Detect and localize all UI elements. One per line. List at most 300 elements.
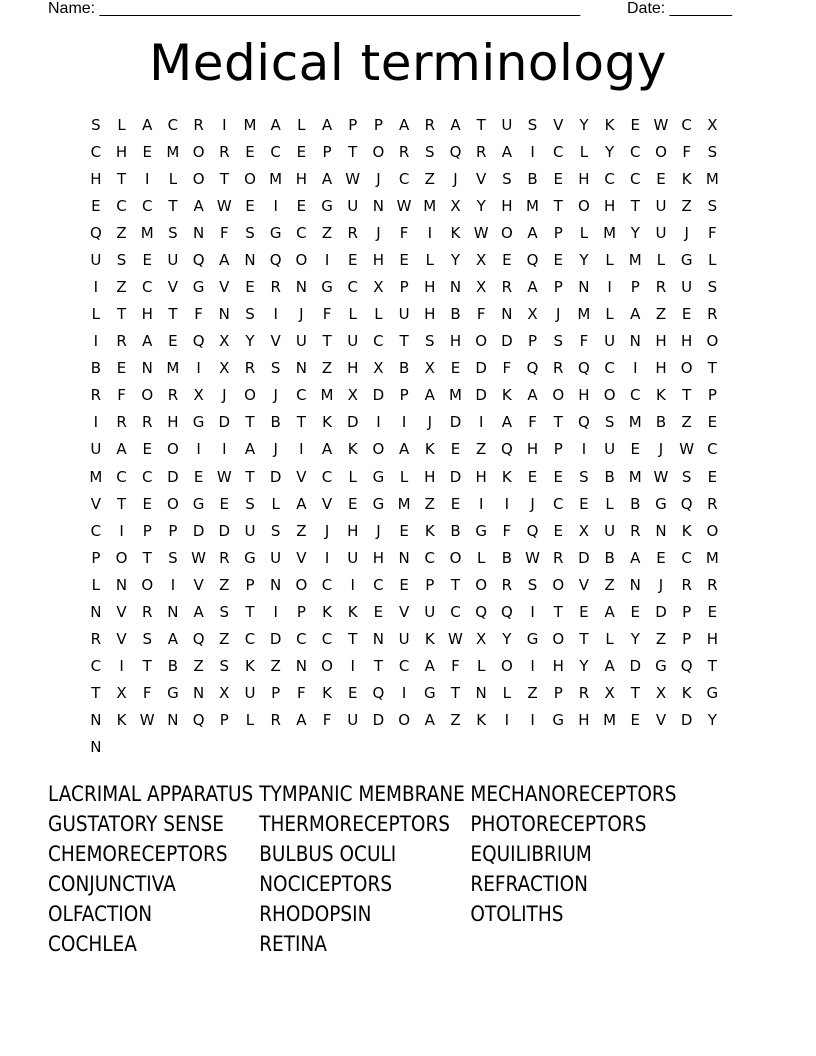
grid-letter: E <box>553 250 563 269</box>
grid-letter: K <box>347 602 358 621</box>
grid-letter: A <box>167 630 179 649</box>
grid-letter: M <box>423 196 437 215</box>
grid-letter: O <box>475 332 488 351</box>
grid-letter: H <box>347 359 359 378</box>
grid-letter: C <box>398 657 410 676</box>
grid-letter: Y <box>630 630 640 649</box>
grid-letter: V <box>578 575 590 594</box>
grid-letter: R <box>475 142 487 161</box>
grid-letter: E <box>630 602 641 621</box>
grid-letter: H <box>501 196 513 215</box>
grid-letter: D <box>475 386 487 405</box>
grid-letter: Q <box>526 359 539 378</box>
grid-letter: M <box>577 305 591 324</box>
grid-letter: O <box>141 575 154 594</box>
grid-letter: C <box>373 575 384 594</box>
grid-letter: U <box>295 332 307 351</box>
grid-letter: N <box>655 521 667 540</box>
grid-letter: O <box>244 169 256 188</box>
grid-letter: T <box>296 413 306 432</box>
grid-letter: P <box>322 142 332 161</box>
grid-letter: E <box>142 142 152 161</box>
grid-letter: J <box>273 440 278 459</box>
grid-letter: H <box>578 711 590 730</box>
grid-letter: O <box>449 548 462 567</box>
grid-letter: V <box>321 494 333 513</box>
grid-letter: S <box>270 521 281 540</box>
grid-letter: O <box>192 142 205 161</box>
grid-letter: S <box>604 413 615 432</box>
grid-letter: K <box>501 386 512 405</box>
grid-letter: S <box>245 305 255 324</box>
grid-letter: V <box>116 602 127 621</box>
grid-letter: H <box>372 548 385 567</box>
grid-letter: C <box>552 142 564 161</box>
grid-letter: O <box>475 575 488 594</box>
grid-letter: K <box>245 657 255 676</box>
grid-letter: X <box>527 305 538 324</box>
grid-letter: L <box>374 305 383 324</box>
grid-letter: F <box>297 684 306 703</box>
grid-letter: O <box>167 494 179 513</box>
grid-letter: T <box>142 657 152 676</box>
grid-letter: M <box>628 467 642 486</box>
grid-letter: I <box>324 548 330 567</box>
grid-letter: B <box>450 521 461 540</box>
grid-letter: U <box>347 196 359 215</box>
word-bank-item: OTOLITHS <box>470 902 564 926</box>
grid-letter: F <box>528 413 537 432</box>
grid-letter: L <box>502 684 512 703</box>
grid-letter: B <box>501 548 512 567</box>
grid-letter: P <box>168 521 178 540</box>
grid-letter: D <box>578 548 590 567</box>
grid-letter: D <box>449 467 462 486</box>
grid-letter: T <box>116 169 127 188</box>
grid-letter: N <box>167 602 179 621</box>
grid-letter: R <box>398 142 410 161</box>
grid-letter: C <box>321 630 333 649</box>
grid-letter: C <box>681 548 692 567</box>
grid-letter: P <box>399 386 409 405</box>
grid-letter: W <box>345 169 361 188</box>
grid-letter: O <box>141 386 154 405</box>
grid-letter: S <box>707 196 718 215</box>
grid-letter: M <box>89 467 103 486</box>
grid-letter: E <box>91 196 101 215</box>
grid-letter: T <box>168 305 178 324</box>
grid-letter: N <box>449 278 462 296</box>
grid-letter: R <box>244 359 256 378</box>
grid-letter: C <box>141 196 153 215</box>
grid-letter: I <box>350 575 355 594</box>
grid-letter: J <box>530 494 535 513</box>
grid-letter: Y <box>476 196 486 215</box>
grid-letter: Q <box>680 494 693 513</box>
grid-letter: H <box>295 169 307 188</box>
grid-letter: S <box>425 332 435 351</box>
grid-letter: T <box>476 115 486 134</box>
grid-letter: Y <box>450 250 461 269</box>
grid-letter: R <box>90 386 102 405</box>
grid-letter: H <box>655 359 667 378</box>
grid-letter: W <box>679 440 695 459</box>
grid-letter: D <box>680 711 693 730</box>
grid-letter: C <box>450 602 461 621</box>
grid-letter: X <box>476 250 487 269</box>
grid-letter: A <box>604 602 615 621</box>
grid-letter: A <box>527 278 538 296</box>
grid-letter: B <box>655 413 667 432</box>
grid-letter: M <box>705 169 719 188</box>
grid-letter: W <box>216 196 232 215</box>
grid-letter: Z <box>321 223 333 242</box>
grid-letter: T <box>450 684 461 703</box>
grid-letter: O <box>706 332 719 351</box>
grid-letter: R <box>219 142 230 161</box>
grid-letter: G <box>655 657 667 676</box>
grid-letter: O <box>372 440 385 459</box>
grid-letter: H <box>475 467 487 486</box>
grid-letter: N <box>167 711 179 730</box>
grid-letter: E <box>553 467 563 486</box>
grid-letter: D <box>501 332 513 351</box>
grid-letter: E <box>116 359 127 378</box>
grid-letter: N <box>295 278 307 296</box>
grid-letter: R <box>347 223 358 242</box>
grid-letter: S <box>527 575 538 594</box>
grid-letter: E <box>450 440 461 459</box>
grid-letter: K <box>656 386 666 405</box>
grid-letter: L <box>297 115 306 134</box>
grid-letter: C <box>552 494 564 513</box>
grid-letter: Y <box>579 250 589 269</box>
grid-letter: A <box>296 711 307 730</box>
grid-letter: Z <box>193 657 204 676</box>
grid-letter: Z <box>270 657 281 676</box>
grid-letter: F <box>399 223 409 242</box>
grid-letter: S <box>553 332 563 351</box>
grid-letter: P <box>630 278 640 296</box>
grid-letter: E <box>399 521 409 540</box>
grid-letter: K <box>322 684 332 703</box>
grid-letter: A <box>630 548 641 567</box>
grid-letter: Y <box>245 332 255 351</box>
grid-letter: V <box>296 548 307 567</box>
grid-letter: N <box>629 575 641 594</box>
word-bank <box>48 779 682 959</box>
grid-letter: J <box>376 169 381 188</box>
grid-letter: S <box>168 548 178 567</box>
grid-letter: Z <box>681 413 692 432</box>
grid-letter: F <box>502 359 512 378</box>
grid-letter: C <box>296 223 307 242</box>
grid-letter: I <box>93 332 99 351</box>
grid-letter: T <box>219 169 229 188</box>
grid-letter: C <box>321 575 333 594</box>
grid-letter: Q <box>192 711 205 730</box>
grid-letter: R <box>655 278 667 296</box>
grid-letter: A <box>501 142 512 161</box>
grid-letter: U <box>244 521 256 540</box>
grid-letter: M <box>628 413 642 432</box>
grid-letter: N <box>115 575 128 594</box>
grid-letter: O <box>115 548 128 567</box>
grid-letter: H <box>424 305 436 324</box>
grid-letter: L <box>476 548 486 567</box>
grid-letter: E <box>579 494 589 513</box>
grid-letter: E <box>553 169 563 188</box>
grid-letter: K <box>681 521 692 540</box>
grid-letter: X <box>476 278 487 296</box>
grid-letter: U <box>90 440 102 459</box>
grid-letter: U <box>347 548 359 567</box>
grid-letter: R <box>630 521 641 540</box>
grid-letter: W <box>396 196 412 215</box>
grid-letter: M <box>603 711 617 730</box>
grid-letter: L <box>348 305 357 324</box>
grid-letter: G <box>706 684 719 703</box>
grid-letter: V <box>219 278 230 296</box>
grid-letter: J <box>273 386 278 405</box>
grid-letter: O <box>372 142 385 161</box>
grid-letter: T <box>682 386 692 405</box>
grid-letter: L <box>91 305 101 324</box>
grid-letter: M <box>140 223 154 242</box>
grid-letter: V <box>296 467 307 486</box>
grid-letter: O <box>578 196 590 215</box>
name-field: Name: ______________________________________________________ <box>48 0 581 17</box>
grid-letter: N <box>270 575 282 594</box>
grid-letter: A <box>424 386 435 405</box>
grid-letter: J <box>222 386 227 405</box>
grid-letter: E <box>502 250 512 269</box>
grid-letter: P <box>425 575 435 594</box>
grid-letter: M <box>526 196 539 215</box>
grid-letter: H <box>552 657 564 676</box>
grid-letter: M <box>448 386 462 405</box>
grid-letter: P <box>271 684 281 703</box>
grid-letter: N <box>90 602 102 621</box>
grid-letter: C <box>90 657 102 676</box>
grid-letter: T <box>91 684 101 703</box>
grid-letter: T <box>348 630 358 649</box>
word-bank-item: TYMPANIC MEMBRANE <box>259 782 465 806</box>
grid-letter: N <box>295 657 307 676</box>
grid-letter: E <box>142 494 152 513</box>
grid-letter: E <box>245 278 255 296</box>
grid-letter: G <box>321 196 333 215</box>
grid-letter: K <box>604 115 615 134</box>
grid-letter: S <box>219 602 230 621</box>
word-bank-item: RETINA <box>259 932 327 956</box>
grid-letter: H <box>681 332 693 351</box>
grid-letter: I <box>222 440 227 459</box>
grid-letter: A <box>142 115 153 134</box>
grid-letter: H <box>424 467 436 486</box>
grid-letter: I <box>504 711 510 730</box>
grid-letter: F <box>142 684 152 703</box>
grid-letter: S <box>168 223 178 242</box>
grid-letter: O <box>552 575 565 594</box>
grid-letter: E <box>707 413 718 432</box>
grid-letter: R <box>142 602 153 621</box>
grid-letter: P <box>682 602 692 621</box>
grid-letter: A <box>424 657 435 676</box>
grid-letter: B <box>630 494 641 513</box>
grid-letter: R <box>116 332 127 351</box>
grid-letter: Q <box>578 413 590 432</box>
grid-letter: R <box>270 278 281 296</box>
grid-letter: T <box>630 196 640 215</box>
grid-letter: E <box>681 305 692 324</box>
word-bank-item: CONJUNCTIVA <box>48 872 176 896</box>
grid-letter: B <box>604 548 615 567</box>
grid-letter: A <box>527 386 538 405</box>
grid-letter: G <box>192 494 205 513</box>
grid-letter: E <box>142 440 152 459</box>
grid-letter: Q <box>526 250 539 269</box>
grid-letter: A <box>270 115 281 134</box>
grid-letter: H <box>167 413 179 432</box>
grid-letter: L <box>168 169 178 188</box>
grid-letter: I <box>478 413 484 432</box>
grid-letter: G <box>372 467 385 486</box>
grid-letter: J <box>453 169 458 188</box>
date-field: Date: _______ <box>627 0 732 17</box>
grid-letter: E <box>296 142 307 161</box>
grid-letter: S <box>142 630 152 649</box>
grid-letter: K <box>424 440 435 459</box>
grid-letter: C <box>116 196 127 215</box>
grid-letter: K <box>116 711 127 730</box>
grid-letter: M <box>243 115 257 134</box>
grid-letter: P <box>553 440 563 459</box>
grid-letter: U <box>398 305 410 324</box>
grid-letter: F <box>322 711 332 730</box>
grid-letter: P <box>142 521 152 540</box>
grid-letter: P <box>219 711 229 730</box>
grid-letter: H <box>115 142 128 161</box>
grid-letter: S <box>245 223 255 242</box>
word-bank-item: PHOTORECEPTORS <box>470 812 647 836</box>
grid-letter: G <box>269 223 282 242</box>
grid-letter: C <box>116 467 127 486</box>
grid-letter: O <box>603 386 616 405</box>
grid-letter: H <box>578 169 590 188</box>
grid-letter: K <box>424 521 435 540</box>
grid-letter: X <box>347 386 358 405</box>
grid-letter: T <box>348 142 358 161</box>
grid-letter: R <box>501 278 513 296</box>
grid-letter: K <box>476 711 487 730</box>
grid-letter: N <box>218 305 230 324</box>
grid-letter: C <box>141 278 153 296</box>
word-bank-item: THERMORECEPTORS <box>259 812 451 836</box>
grid-letter: Y <box>605 142 615 161</box>
grid-letter: U <box>655 196 667 215</box>
grid-letter: W <box>139 711 155 730</box>
grid-letter: D <box>475 359 487 378</box>
grid-letter: L <box>399 467 409 486</box>
grid-letter: L <box>271 494 280 513</box>
grid-letter: X <box>655 684 667 703</box>
grid-letter: O <box>321 657 333 676</box>
grid-letter: C <box>707 440 718 459</box>
grid-letter: C <box>90 521 102 540</box>
grid-letter: R <box>681 575 692 594</box>
grid-letter: L <box>605 305 614 324</box>
grid-letter: T <box>245 413 255 432</box>
grid-letter: C <box>681 115 692 134</box>
grid-letter: X <box>424 359 435 378</box>
grid-letter: E <box>707 602 718 621</box>
grid-letter: I <box>145 169 150 188</box>
grid-letter: E <box>347 494 358 513</box>
grid-letter: E <box>399 250 409 269</box>
grid-letter: C <box>630 169 641 188</box>
grid-letter: O <box>500 657 513 676</box>
grid-letter: E <box>142 250 152 269</box>
grid-letter: O <box>680 359 693 378</box>
grid-letter: Z <box>476 440 487 459</box>
grid-letter: H <box>603 196 616 215</box>
grid-letter: Q <box>372 684 385 703</box>
grid-letter: K <box>681 169 692 188</box>
grid-letter: U <box>681 278 693 296</box>
grid-letter: R <box>167 386 179 405</box>
grid-letter: A <box>193 602 204 621</box>
grid-letter: Z <box>424 494 435 513</box>
grid-letter: I <box>299 440 304 459</box>
grid-letter: I <box>530 602 535 621</box>
grid-letter: S <box>502 169 512 188</box>
grid-letter: B <box>527 169 538 188</box>
grid-letter: A <box>219 250 230 269</box>
grid-letter: C <box>398 169 410 188</box>
grid-letter: Y <box>707 711 717 730</box>
grid-letter: T <box>399 332 409 351</box>
grid-letter: Q <box>500 440 513 459</box>
grid-letter: D <box>218 521 231 540</box>
grid-letter: N <box>578 278 590 296</box>
grid-letter: I <box>324 250 330 269</box>
grid-letter: L <box>425 250 434 269</box>
grid-letter: S <box>91 115 101 134</box>
grid-letter: I <box>273 602 278 621</box>
grid-letter: M <box>166 359 180 378</box>
grid-letter: I <box>530 711 535 730</box>
grid-letter: F <box>682 142 691 161</box>
grid-letter: U <box>347 711 359 730</box>
grid-letter: P <box>553 278 563 296</box>
grid-letter: T <box>553 196 563 215</box>
grid-letter: Z <box>655 630 667 649</box>
grid-letter: Z <box>527 684 538 703</box>
word-bank-item: COCHLEA <box>48 932 137 956</box>
grid-letter: D <box>449 413 462 432</box>
grid-letter: P <box>707 386 717 405</box>
grid-letter: B <box>167 657 179 676</box>
grid-letter: T <box>707 657 717 676</box>
grid-letter: U <box>604 332 616 351</box>
grid-letter: T <box>322 332 332 351</box>
grid-letter: I <box>170 575 176 594</box>
grid-letter: U <box>90 250 102 269</box>
grid-letter: F <box>451 657 460 676</box>
grid-letter: K <box>681 684 692 703</box>
grid-letter: P <box>682 630 692 649</box>
